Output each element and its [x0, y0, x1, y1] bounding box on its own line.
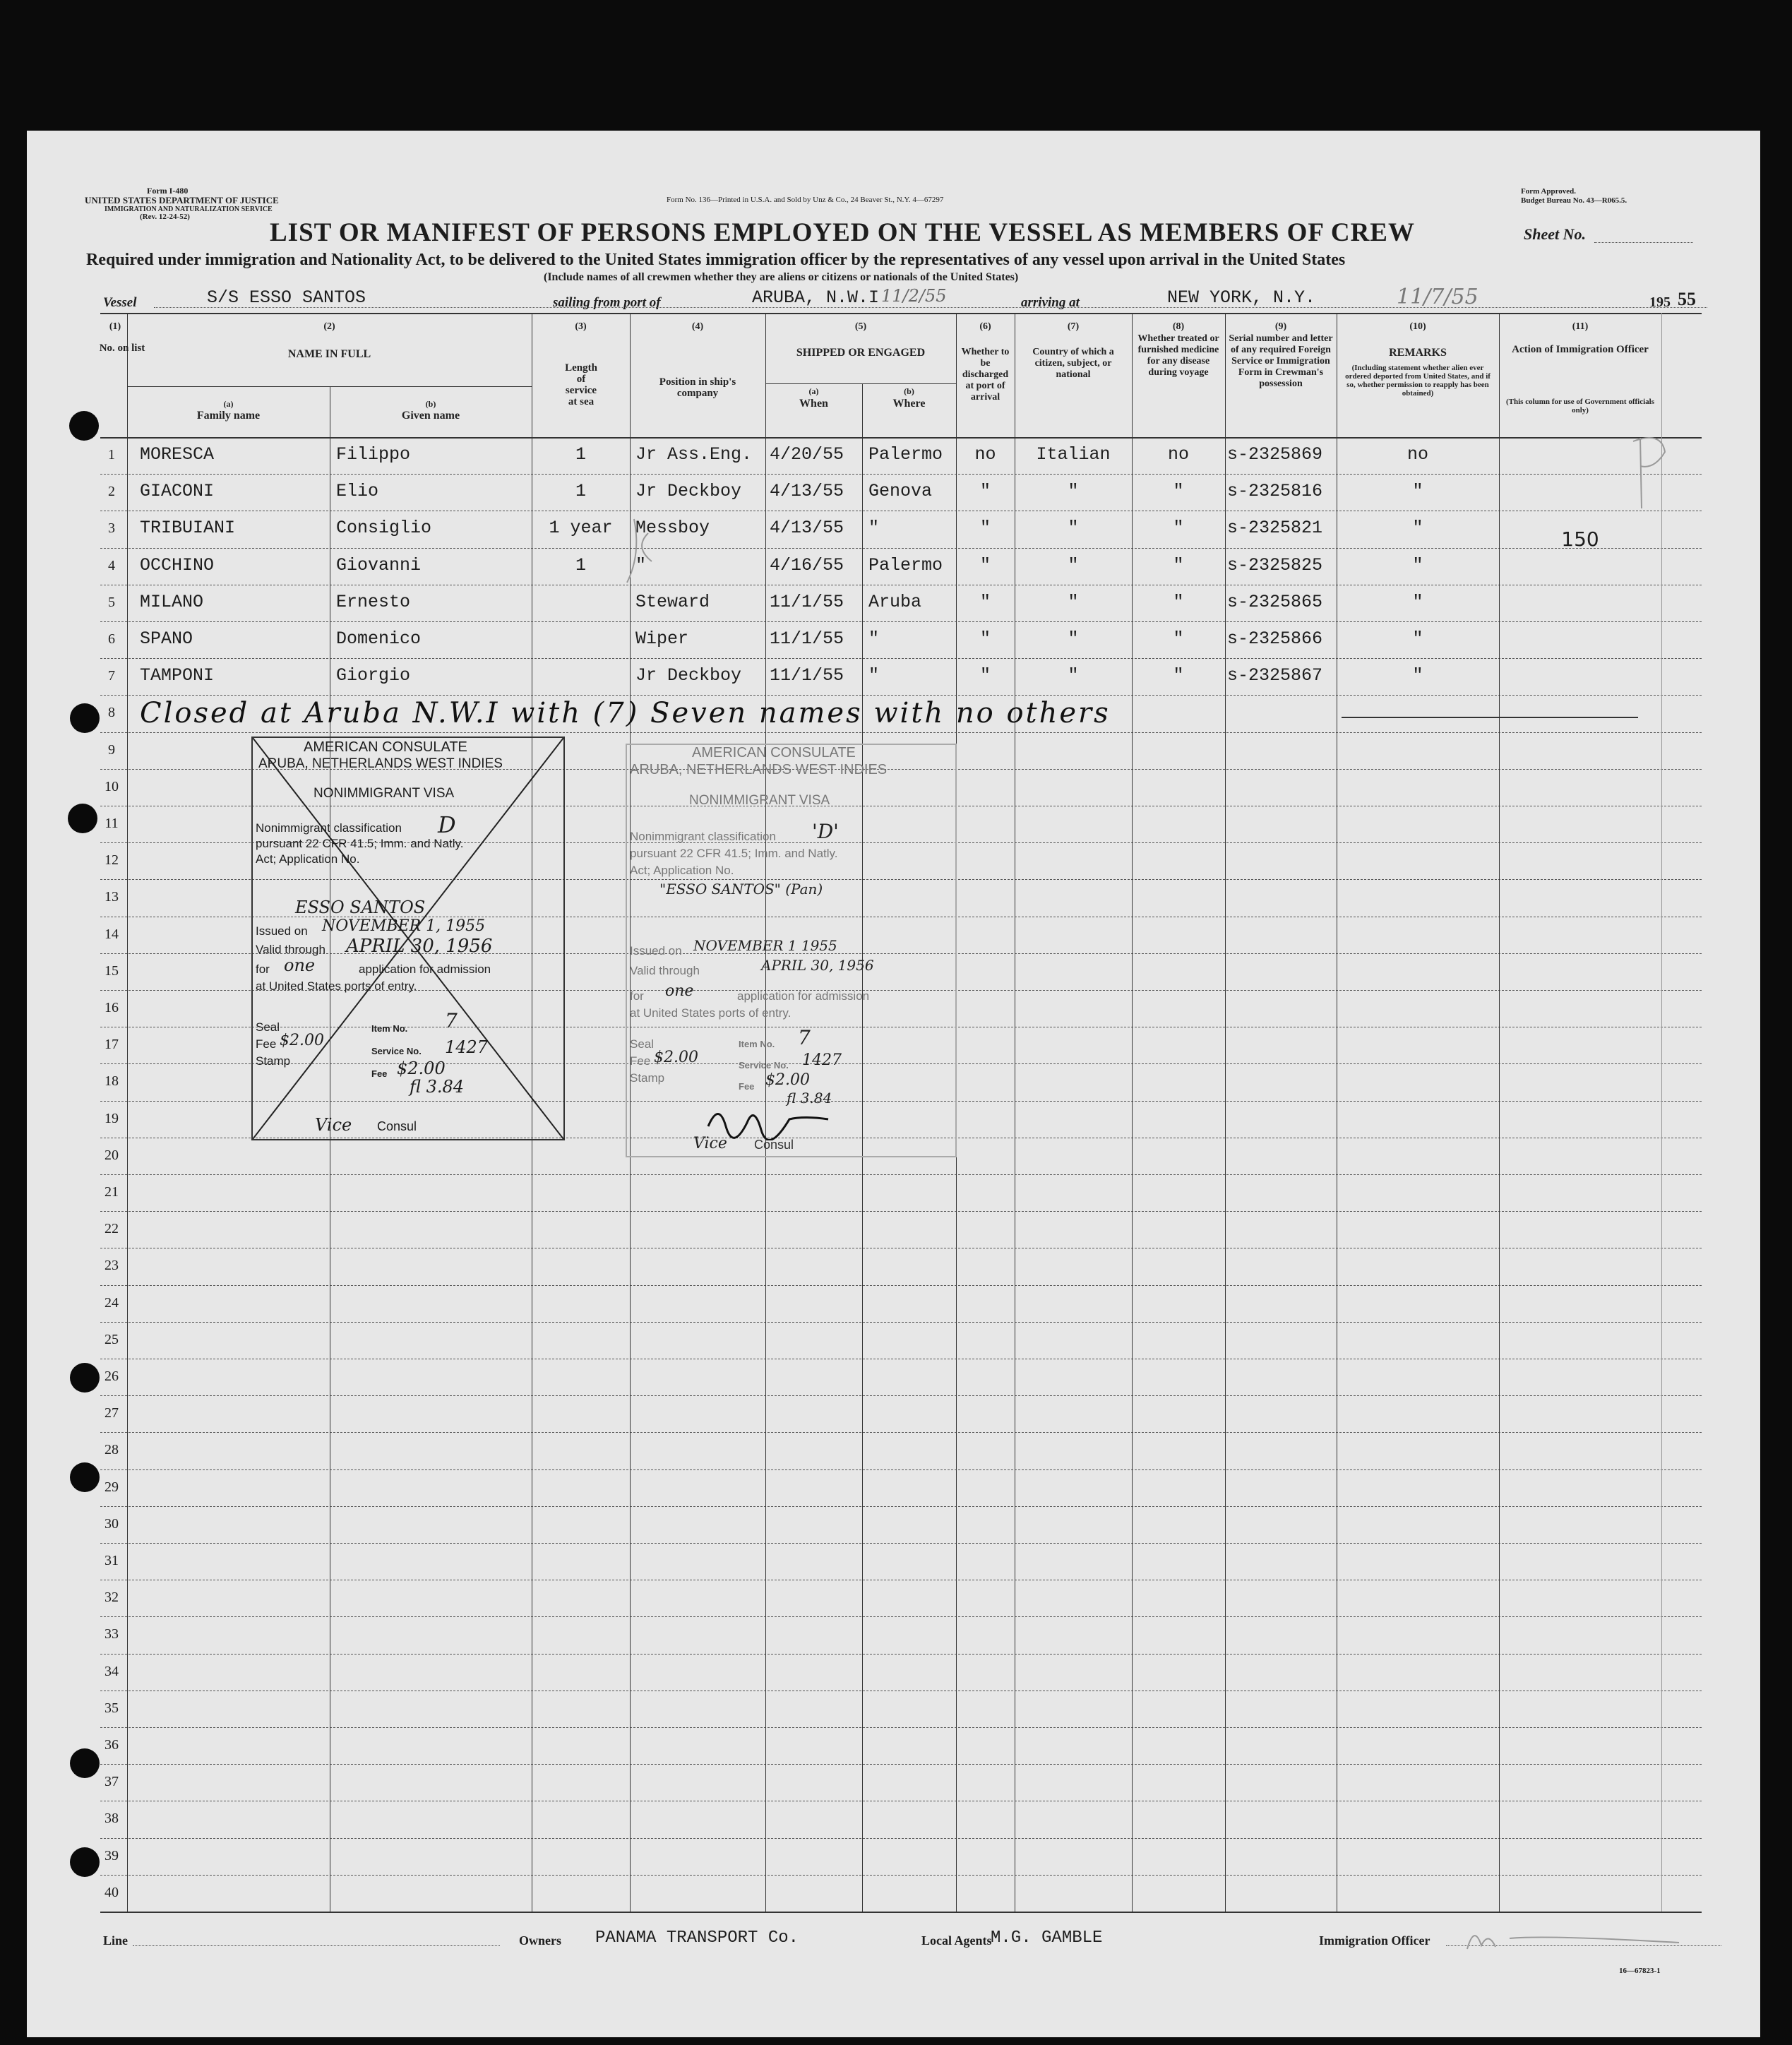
col5-number: (5) [854, 321, 867, 332]
left-stamp-act: Act; Application No. [256, 852, 360, 866]
grid-line [1225, 313, 1226, 1912]
row-number: 30 [104, 1515, 119, 1532]
row-number: 10 [104, 778, 119, 794]
crew-remarks-cell: " [1412, 591, 1423, 612]
right-stamp-consul: Consul [754, 1138, 794, 1152]
crew-serial-cell: s-2325865 [1227, 591, 1323, 612]
crew-service-cell: 1 [575, 444, 586, 465]
right-stamp-fee-value: $2.00 [654, 1049, 698, 1066]
date-to[interactable]: 11/7/55 [1397, 285, 1479, 309]
row-number: 5 [108, 594, 115, 610]
crew-where-cell: Palermo [868, 444, 943, 465]
col2b-header: Given name [401, 410, 460, 422]
row-number: 11 [104, 816, 119, 831]
row-number: 29 [104, 1479, 119, 1495]
right-stamp-pursuant: pursuant 22 CFR 41.5; Imm. and Natly. [630, 847, 838, 860]
right-stamp-item-label: Item No. [739, 1039, 775, 1049]
right-stamp-class-value: 'D' [812, 820, 839, 843]
crew-country-cell: " [1068, 481, 1079, 502]
col5b-number: (b) [904, 386, 914, 396]
row-number: 15 [104, 962, 119, 979]
row-number: 23 [104, 1258, 119, 1274]
left-stamp-fee2-label: Fee [371, 1068, 388, 1079]
row-number: 6 [108, 631, 115, 647]
row-number: 27 [104, 1405, 119, 1421]
row-number: 32 [104, 1590, 119, 1606]
row-number: 22 [104, 1221, 119, 1237]
footer-owners-value[interactable]: PANAMA TRANSPORT Co. [595, 1928, 799, 1948]
row-number: 28 [104, 1442, 119, 1458]
sailing-label: sailing from port of [553, 295, 661, 310]
crew-action-cell: 150 [1561, 527, 1599, 552]
row-number: 37 [104, 1774, 119, 1790]
crew-given-cell: Giovanni [336, 554, 422, 576]
right-stamp-for-value: one [665, 982, 694, 1000]
crew-medicine-cell: " [1173, 628, 1184, 649]
col5b-header: Where [892, 398, 926, 410]
crew-where-cell: Aruba [868, 591, 922, 612]
row-number: 1 [108, 447, 115, 463]
crew-serial-cell: s-2325816 [1227, 481, 1323, 502]
row-number: 3 [108, 520, 115, 537]
row-number: 7 [108, 668, 115, 684]
grid-line [100, 1654, 1702, 1655]
left-stamp-consul: Consul [377, 1119, 417, 1133]
crew-serial-cell: s-2325869 [1227, 444, 1323, 465]
left-stamp-fee2-value: $2.00 [397, 1059, 446, 1078]
left-stamp-for-value: one [284, 955, 316, 975]
printer-note: Form No. 136—Printed in U.S.A. and Sold by Unz & Co., 24 Beaver St., N.Y. 4—67297 [667, 196, 944, 204]
crew-when-cell: 11/1/55 [770, 628, 844, 649]
crew-medicine-cell: " [1173, 665, 1184, 686]
col6-header: Whether to be discharged at port of arrival [961, 347, 1010, 403]
right-stamp-vice: Vice [693, 1135, 727, 1152]
right-stamp-stamp: Stamp [630, 1071, 665, 1085]
crew-medicine-cell: " [1173, 591, 1184, 612]
crew-discharge-cell: " [979, 591, 991, 612]
col3-number: (3) [575, 321, 587, 332]
right-stamp-fl: fl 3.84 [787, 1090, 832, 1107]
crew-family-cell: TRIBUIANI [140, 518, 236, 539]
crew-discharge-cell: " [979, 554, 991, 576]
row-number: 16 [104, 1000, 119, 1015]
row-number: 26 [104, 1369, 119, 1384]
col8-number: (8) [1172, 321, 1185, 332]
crew-where-cell: Palermo [868, 554, 943, 576]
right-stamp-at-us: at United States ports of entry. [630, 1006, 792, 1020]
grid-line [100, 437, 1702, 439]
right-stamp-admission: application for admission [737, 989, 870, 1003]
crew-position-cell: " [635, 554, 647, 576]
sheet-no-label: Sheet No. [1524, 225, 1586, 243]
footer-line-field[interactable] [133, 1945, 500, 1946]
crew-given-cell: Filippo [336, 444, 411, 465]
grid-line [100, 474, 1702, 475]
right-stamp-fee: Fee [630, 1054, 651, 1068]
crew-service-cell: 1 year [549, 518, 613, 539]
grid-line [100, 658, 1702, 659]
grid-line [100, 1912, 1702, 1913]
row-number: 36 [104, 1737, 119, 1753]
row-number: 33 [104, 1626, 119, 1642]
crew-position-cell: Messboy [635, 518, 710, 539]
budget-label: Budget Bureau No. 43—R065.5. [1521, 196, 1627, 205]
col2a-number: (a) [223, 399, 234, 409]
crew-country-cell: " [1068, 518, 1079, 539]
col5-header: SHIPPED OR ENGAGED [796, 347, 926, 359]
grid-line [100, 1432, 1702, 1433]
crew-position-cell: Jr Ass.Eng. [635, 444, 753, 465]
crew-where-cell: Genova [868, 481, 933, 502]
left-stamp-item-label: Item No. [371, 1023, 408, 1034]
col11-note: (This column for use of Government officials only) [1505, 398, 1654, 415]
col10-note: (Including statement whether alien ever ordered deported from United States, and if so, whether permission to reapply has been obtained) [1345, 364, 1491, 398]
row-number: 38 [104, 1811, 119, 1827]
grid-line [765, 383, 956, 384]
left-stamp-line3: NONIMMIGRANT VISA [313, 786, 455, 801]
col9-header: Serial number and letter of any required Foreign Service or Immigration Form in Crewman's possession [1229, 333, 1333, 389]
row-number: 9 [108, 741, 115, 758]
crew-position-cell: Jr Deckboy [635, 481, 742, 502]
crew-country-cell: " [1068, 591, 1079, 612]
grid-line [100, 1764, 1702, 1765]
col11-header: Action of Immigration Officer [1512, 344, 1649, 355]
closing-strike-line [1342, 717, 1638, 718]
grid-line [127, 313, 128, 1912]
right-stamp-line1: AMERICAN CONSULATE [692, 745, 856, 761]
left-stamp-valid-value: APRIL 30, 1956 [346, 936, 493, 957]
col2a-header: Family name [196, 410, 261, 422]
crew-given-cell: Giorgio [336, 665, 411, 686]
left-stamp-item-value: 7 [445, 1009, 458, 1032]
crew-country-cell: " [1068, 628, 1079, 649]
crew-discharge-cell: " [979, 518, 991, 539]
col8-header: Whether treated or furnished medicine for any disease during voyage [1137, 333, 1219, 378]
right-stamp-fee2-value: $2.00 [765, 1071, 810, 1089]
crew-when-cell: 4/16/55 [770, 554, 844, 576]
year-suffix[interactable]: 55 [1678, 289, 1696, 309]
port-to[interactable]: NEW YORK, N.Y. [1167, 287, 1316, 308]
crew-country-cell: " [1068, 665, 1079, 686]
grid-line [100, 1506, 1702, 1507]
left-stamp-class-label: Nonimmigrant classification [256, 821, 402, 835]
col6-number: (6) [979, 321, 991, 332]
footer-agents-value[interactable]: M.G. GAMBLE [991, 1928, 1103, 1948]
punch-hole [68, 804, 97, 833]
manifest-title: LIST OR MANIFEST OF PERSONS EMPLOYED ON THE VESSEL AS MEMBERS OF CREW [270, 218, 1415, 247]
grid-line [100, 1727, 1702, 1728]
col1-header: No. on list [99, 342, 145, 354]
grid-line [100, 1285, 1702, 1286]
footer-officer-label: Immigration Officer [1319, 1933, 1430, 1948]
punch-hole [70, 1462, 100, 1492]
col3-header: Length of service at sea [565, 362, 597, 407]
service-mark-icon [620, 512, 662, 590]
right-stamp-class-label: Nonimmigrant classification [630, 830, 776, 843]
col4-header: Position in ship's company [659, 376, 736, 399]
row-number: 18 [104, 1073, 119, 1090]
crew-remarks-cell: " [1412, 554, 1423, 576]
grid-line [100, 621, 1702, 622]
service-label: IMMIGRATION AND NATURALIZATION SERVICE [104, 205, 273, 213]
crew-family-cell: SPANO [140, 628, 193, 649]
left-stamp-line1: AMERICAN CONSULATE [304, 739, 467, 755]
crew-given-cell: Ernesto [336, 591, 411, 612]
crew-given-cell: Consiglio [336, 518, 432, 539]
grid-line [100, 1543, 1702, 1544]
col2-number: (2) [323, 321, 335, 332]
grid-line [100, 1616, 1702, 1617]
left-stamp-ship: ESSO SANTOS [295, 898, 426, 917]
row-number: 17 [104, 1037, 119, 1053]
right-stamp-for-label: for [630, 989, 644, 1003]
row-number: 4 [108, 557, 115, 573]
right-stamp-item-value: 7 [798, 1026, 811, 1049]
closing-note: Closed at Aruba N.W.I with (7) Seven names with no others [140, 697, 1111, 729]
visa-stamp-right [626, 744, 957, 1157]
grid-line [100, 1838, 1702, 1839]
crew-family-cell: MORESCA [140, 444, 215, 465]
grid-line [100, 1469, 1702, 1470]
punch-hole [70, 1363, 100, 1393]
row-number: 24 [104, 1294, 119, 1311]
manifest-subtitle: Required under immigration and Nationality Act, to be delivered to the United States immigration officer by the representatives of any vessel upon arrival in the United States [86, 251, 1346, 269]
col2b-number: (b) [425, 399, 436, 409]
crew-service-cell: 1 [575, 554, 586, 576]
col5a-header: When [799, 398, 828, 410]
arriving-label: arriving at [1021, 295, 1080, 310]
verification-mark-icon [1626, 431, 1675, 515]
vessel-name[interactable]: S/S ESSO SANTOS [207, 287, 366, 308]
row-number: 39 [104, 1847, 119, 1864]
col10-number: (10) [1409, 321, 1426, 332]
crew-remarks-cell: " [1412, 628, 1423, 649]
crew-discharge-cell: " [979, 628, 991, 649]
left-stamp-service-label: Service No. [371, 1046, 422, 1056]
left-stamp-for-label: for [256, 962, 270, 976]
left-stamp-service-value: 1427 [445, 1037, 489, 1057]
left-stamp-pursuant: pursuant 22 CFR 41.5; Imm. and Natly. [256, 837, 464, 850]
left-stamp-line2: ARUBA, NETHERLANDS WEST INDIES [258, 756, 503, 771]
crew-medicine-cell: no [1167, 444, 1189, 465]
grid-line [1499, 313, 1500, 1912]
left-stamp-admission: application for admission [359, 962, 491, 976]
crew-family-cell: TAMPONI [140, 665, 215, 686]
punch-hole [69, 411, 99, 441]
right-stamp-fee2-label: Fee [739, 1081, 755, 1092]
row-number: 14 [104, 926, 119, 942]
crew-medicine-cell: " [1173, 481, 1184, 502]
sheet-no-field[interactable] [1594, 242, 1693, 243]
manifest-sheet [27, 131, 1760, 2037]
department-label: UNITED STATES DEPARTMENT OF JUSTICE [85, 195, 279, 205]
col4-number: (4) [691, 321, 704, 332]
right-stamp-act: Act; Application No. [630, 864, 734, 877]
crew-remarks-cell: no [1406, 444, 1428, 465]
crew-family-cell: OCCHINO [140, 554, 215, 576]
col11-number: (11) [1572, 321, 1589, 332]
crew-serial-cell: s-2325821 [1227, 518, 1323, 539]
crew-country-cell: Italian [1036, 444, 1111, 465]
left-stamp-seal: Seal [256, 1020, 280, 1034]
crew-given-cell: Elio [336, 481, 379, 502]
footer-agents-label: Local Agents [921, 1933, 992, 1948]
left-stamp-vice: Vice [315, 1115, 352, 1135]
left-stamp-fee: Fee [256, 1037, 277, 1051]
grid-line [100, 1875, 1702, 1876]
col9-number: (9) [1274, 321, 1287, 332]
left-stamp-fee-value: $2.00 [280, 1032, 324, 1049]
right-stamp-issued-value: NOVEMBER 1 1955 [693, 937, 837, 954]
left-stamp-class-value: D [438, 811, 456, 838]
crew-when-cell: 4/20/55 [770, 444, 844, 465]
crew-position-cell: Jr Deckboy [635, 665, 742, 686]
left-stamp-issued-value: NOVEMBER 1, 1955 [322, 917, 486, 935]
crew-position-cell: Wiper [635, 628, 689, 649]
grid-line [100, 1211, 1702, 1212]
revision-label: (Rev. 12-24-52) [140, 213, 190, 221]
crew-family-cell: GIACONI [140, 481, 215, 502]
grid-line [100, 1174, 1702, 1175]
row-number: 34 [104, 1663, 119, 1679]
right-stamp-service-label: Service No. [739, 1060, 789, 1071]
vessel-dotted-line [154, 307, 1707, 308]
left-stamp-valid-label: Valid through [256, 943, 325, 956]
crew-where-cell: " [868, 665, 880, 686]
form-number: Form I-480 [147, 186, 189, 196]
row-number: 19 [104, 1110, 119, 1126]
col7-number: (7) [1067, 321, 1080, 332]
crew-country-cell: " [1068, 554, 1079, 576]
row-number: 13 [104, 889, 119, 905]
row-number: 12 [104, 852, 119, 869]
crew-position-cell: Steward [635, 591, 710, 612]
consul-signature-icon [705, 1098, 832, 1140]
crew-medicine-cell: " [1173, 518, 1184, 539]
crew-when-cell: 4/13/55 [770, 518, 844, 539]
right-stamp-ship: "ESSO SANTOS" (Pan) [659, 881, 823, 898]
crew-where-cell: " [868, 628, 880, 649]
crew-given-cell: Domenico [336, 628, 422, 649]
col1-number: (1) [109, 321, 121, 332]
right-stamp-line3: NONIMMIGRANT VISA [689, 793, 830, 808]
crew-when-cell: 4/13/55 [770, 481, 844, 502]
year-prefix: 195 [1649, 294, 1671, 310]
footer-owners-label: Owners [519, 1933, 561, 1948]
right-stamp-valid-label: Valid through [630, 964, 700, 977]
grid-line [100, 1395, 1702, 1396]
crew-remarks-cell: " [1412, 481, 1423, 502]
row-number: 25 [104, 1331, 119, 1347]
visa-stamp-left [251, 737, 565, 1140]
col10-header: REMARKS [1389, 347, 1447, 359]
approved-label: Form Approved. [1521, 187, 1577, 196]
officer-signature-icon [1460, 1917, 1686, 1960]
row-number: 31 [104, 1553, 119, 1568]
row-number: 8 [108, 705, 115, 721]
footer-form-code: 16—67823-1 [1619, 1967, 1661, 1975]
crew-serial-cell: s-2325866 [1227, 628, 1323, 649]
crew-when-cell: 11/1/55 [770, 591, 844, 612]
right-stamp-line2: ARUBA, NETHERLANDS WEST INDIES [630, 762, 888, 777]
vessel-label: Vessel [103, 295, 137, 310]
port-from[interactable]: ARUBA, N.W.I [752, 287, 880, 308]
grid-line [100, 1322, 1702, 1323]
right-stamp-issued-label: Issued on [630, 944, 682, 958]
crew-discharge-cell: " [979, 665, 991, 686]
crew-service-cell: 1 [575, 481, 586, 502]
right-stamp-service-value: 1427 [802, 1051, 842, 1069]
col2-header: NAME IN FULL [287, 348, 371, 360]
row-number: 2 [108, 484, 115, 500]
col7-header: Country of which a citizen, subject, or national [1032, 347, 1114, 380]
grid-line [1132, 313, 1133, 1912]
left-stamp-fl: fl 3.84 [410, 1077, 465, 1097]
punch-hole [70, 1748, 100, 1778]
right-stamp-seal: Seal [630, 1037, 655, 1051]
crew-serial-cell: s-2325867 [1227, 665, 1323, 686]
right-stamp-valid-value: APRIL 30, 1956 [761, 957, 874, 974]
col5a-number: (a) [808, 386, 819, 396]
left-stamp-issued-label: Issued on [256, 924, 308, 938]
crew-discharge-cell: no [974, 444, 996, 465]
row-number: 35 [104, 1700, 119, 1716]
crew-serial-cell: s-2325825 [1227, 554, 1323, 576]
left-stamp-at-us: at United States ports of entry. [256, 979, 417, 993]
grid-line [100, 313, 1702, 314]
crew-when-cell: 11/1/55 [770, 665, 844, 686]
crew-discharge-cell: " [979, 481, 991, 502]
punch-hole [70, 703, 100, 733]
punch-hole [70, 1847, 100, 1877]
footer-line-label: Line [103, 1933, 129, 1948]
crew-family-cell: MILANO [140, 591, 204, 612]
manifest-note: (Include names of all crewmen whether they are aliens or citizens or nationals of the United States) [544, 271, 1019, 283]
left-stamp-stamp: Stamp [256, 1054, 291, 1068]
crew-medicine-cell: " [1173, 554, 1184, 576]
grid-line [100, 695, 1702, 696]
grid-line [100, 548, 1702, 549]
row-number: 21 [104, 1184, 119, 1200]
crew-remarks-cell: " [1412, 518, 1423, 539]
date-from[interactable]: 11/2/55 [881, 286, 947, 306]
grid-line [100, 732, 1702, 733]
row-number: 40 [104, 1884, 119, 1900]
row-number: 20 [104, 1147, 119, 1163]
crew-remarks-cell: " [1412, 665, 1423, 686]
crew-where-cell: " [868, 518, 880, 539]
grid-line [1661, 313, 1662, 1912]
